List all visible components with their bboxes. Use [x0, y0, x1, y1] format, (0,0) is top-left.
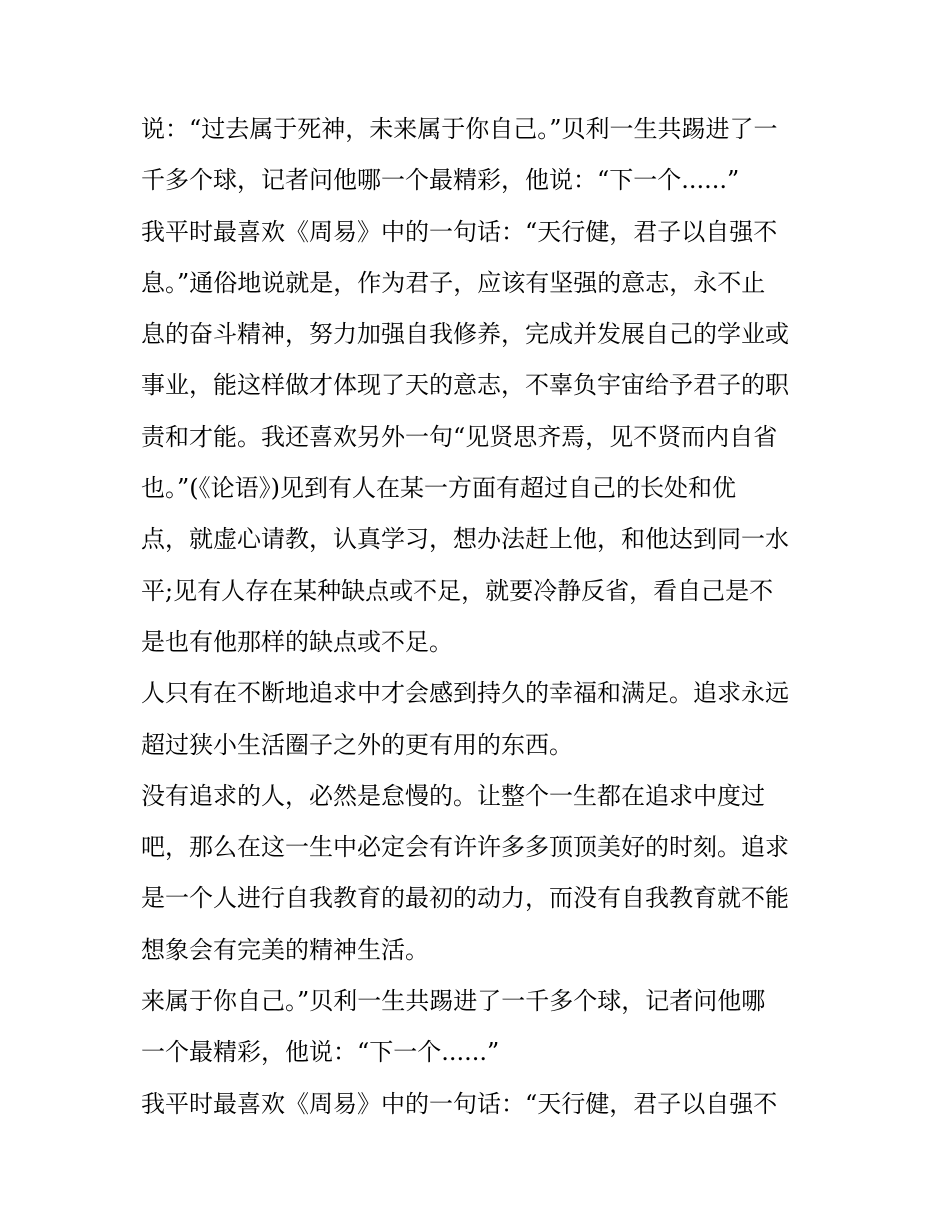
text-line: 想象会有完美的精神生活。	[141, 935, 429, 964]
text-line: 是也有他那样的缺点或不足。	[141, 627, 453, 656]
text-line: 说：“过去属于死神，未来属于你自己。”贝利一生共踢进了一	[141, 115, 778, 143]
text-line: 事业，能这样做才体现了天的意志，不辜负宇宙给予君子的职	[141, 371, 789, 400]
text-line: 吧，那么在这一生中必定会有许许多多顶顶美好的时刻。追求	[141, 833, 789, 862]
text-line: 来属于你自己。”贝利一生共踢进了一千多个球，记者问他哪	[141, 987, 766, 1016]
text-line: 我平时最喜欢《周易》中的一句话：“天行健，君子以自强不	[141, 1089, 778, 1118]
text-line: 超过狭小生活圈子之外的更有用的东西。	[141, 730, 573, 759]
text-line: 一个最精彩，他说：“下一个......”	[141, 1038, 500, 1067]
text-line: 息的奋斗精神，努力加强自我修养，完成并发展自己的学业或	[141, 320, 789, 349]
text-line: 点，就虚心请教，认真学习，想办法赶上他，和他达到同一水	[141, 525, 789, 554]
body-text	[141, 104, 821, 1130]
text-line: 平;见有人存在某种缺点或不足，就要冷静反省，看自己是不	[141, 576, 774, 605]
text-line: 没有追求的人，必然是怠慢的。让整个一生都在追求中度过	[141, 781, 765, 810]
text-line: 也。”(《论语》)见到有人在某一方面有超过自己的长处和优	[141, 474, 736, 503]
text-line: 息。”通俗地说就是，作为君子，应该有坚强的意志，永不止	[141, 268, 766, 297]
text-line: 千多个球，记者问他哪一个最精彩，他说：“下一个......”	[141, 166, 740, 195]
text-line: 责和才能。我还喜欢另外一句“见贤思齐焉，见不贤而内自省	[141, 422, 778, 451]
text-line: 人只有在不断地追求中才会感到持久的幸福和满足。追求永远	[141, 679, 789, 708]
text-line: 我平时最喜欢《周易》中的一句话：“天行健，君子以自强不	[141, 217, 778, 246]
text-line: 是一个人进行自我教育的最初的动力，而没有自我教育就不能	[141, 884, 789, 913]
